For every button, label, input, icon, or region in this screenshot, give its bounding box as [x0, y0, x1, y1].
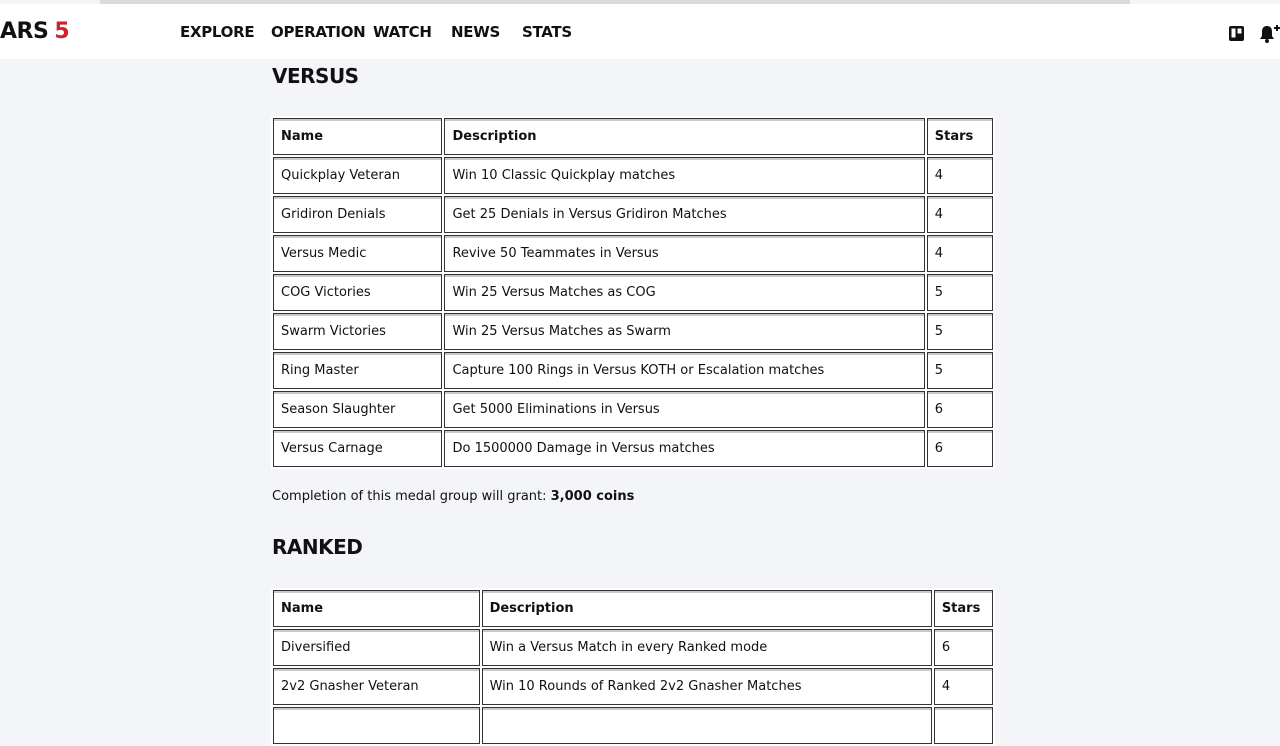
column-header-stars: Stars: [927, 118, 993, 155]
table-header-row: [273, 118, 993, 155]
top-navbar: [0, 4, 1280, 59]
table-row: [273, 629, 993, 666]
medal-description: Win 25 Versus Matches as COG: [444, 274, 924, 311]
medal-stars: 6: [927, 430, 993, 467]
medal-name: COG Victories: [273, 274, 442, 311]
medal-description: Get 5000 Eliminations in Versus: [444, 391, 924, 428]
medal-stars: 4: [934, 668, 993, 705]
medal-stars: 5: [927, 274, 993, 311]
table-row: [273, 668, 993, 705]
medal-description: Revive 50 Teammates in Versus: [444, 235, 924, 272]
medal-description: Win 25 Versus Matches as Swarm: [444, 313, 924, 350]
medal-stars: 4: [927, 235, 993, 272]
site-logo[interactable]: [0, 19, 69, 44]
table-row: [273, 157, 993, 194]
trello-icon[interactable]: [1228, 25, 1246, 43]
medal-group-reward: [272, 489, 634, 504]
ranked-section-title: RANKED: [272, 535, 363, 559]
column-header-name: Name: [273, 118, 442, 155]
logo-text: ARS: [0, 19, 49, 44]
medal-stars: 4: [927, 196, 993, 233]
ranked-medals-table: [271, 588, 995, 746]
medal-name: Quickplay Veteran: [273, 157, 442, 194]
table-row: [273, 430, 993, 467]
table-row: [273, 235, 993, 272]
medal-name: [273, 707, 480, 744]
table-row: [273, 196, 993, 233]
medal-description: Win 10 Rounds of Ranked 2v2 Gnasher Matches: [482, 668, 932, 705]
medal-stars: 4: [927, 157, 993, 194]
medal-name: Season Slaughter: [273, 391, 442, 428]
reward-label: Completion of this medal group will grant:: [272, 489, 551, 504]
medal-name: Ring Master: [273, 352, 442, 389]
table-row: [273, 274, 993, 311]
medal-name: Gridiron Denials: [273, 196, 442, 233]
medal-stars: 5: [927, 313, 993, 350]
table-row: [273, 707, 993, 744]
nav-operation[interactable]: OPERATION: [271, 23, 366, 41]
medal-name: Versus Medic: [273, 235, 442, 272]
reward-value: 3,000 coins: [550, 489, 635, 504]
medal-description: Get 25 Denials in Versus Gridiron Matches: [444, 196, 924, 233]
column-header-stars: Stars: [934, 590, 993, 627]
medal-name: Swarm Victories: [273, 313, 442, 350]
medal-stars: 6: [927, 391, 993, 428]
column-header-description: Description: [444, 118, 924, 155]
medal-stars: [934, 707, 993, 744]
medal-description: Win 10 Classic Quickplay matches: [444, 157, 924, 194]
nav-stats[interactable]: STATS: [522, 23, 572, 41]
medal-name: Diversified: [273, 629, 480, 666]
column-header-name: Name: [273, 590, 480, 627]
logo-number: 5: [54, 19, 70, 44]
nav-explore[interactable]: EXPLORE: [180, 23, 255, 41]
column-header-description: Description: [482, 590, 932, 627]
medal-stars: 6: [934, 629, 993, 666]
medal-description: Win a Versus Match in every Ranked mode: [482, 629, 932, 666]
nav-news[interactable]: NEWS: [451, 23, 500, 41]
table-row: [273, 352, 993, 389]
medal-name: Versus Carnage: [273, 430, 442, 467]
table-row: [273, 391, 993, 428]
bell-plus-icon[interactable]: [1258, 24, 1280, 44]
nav-watch[interactable]: WATCH: [373, 23, 432, 41]
medal-stars: 5: [927, 352, 993, 389]
versus-section-title: VERSUS: [272, 64, 359, 88]
medal-description: Do 1500000 Damage in Versus matches: [444, 430, 924, 467]
table-header-row: [273, 590, 993, 627]
medal-description: [482, 707, 932, 744]
medal-description: Capture 100 Rings in Versus KOTH or Escalation matches: [444, 352, 924, 389]
table-row: [273, 313, 993, 350]
versus-medals-table: [271, 116, 995, 469]
medal-name: 2v2 Gnasher Veteran: [273, 668, 480, 705]
